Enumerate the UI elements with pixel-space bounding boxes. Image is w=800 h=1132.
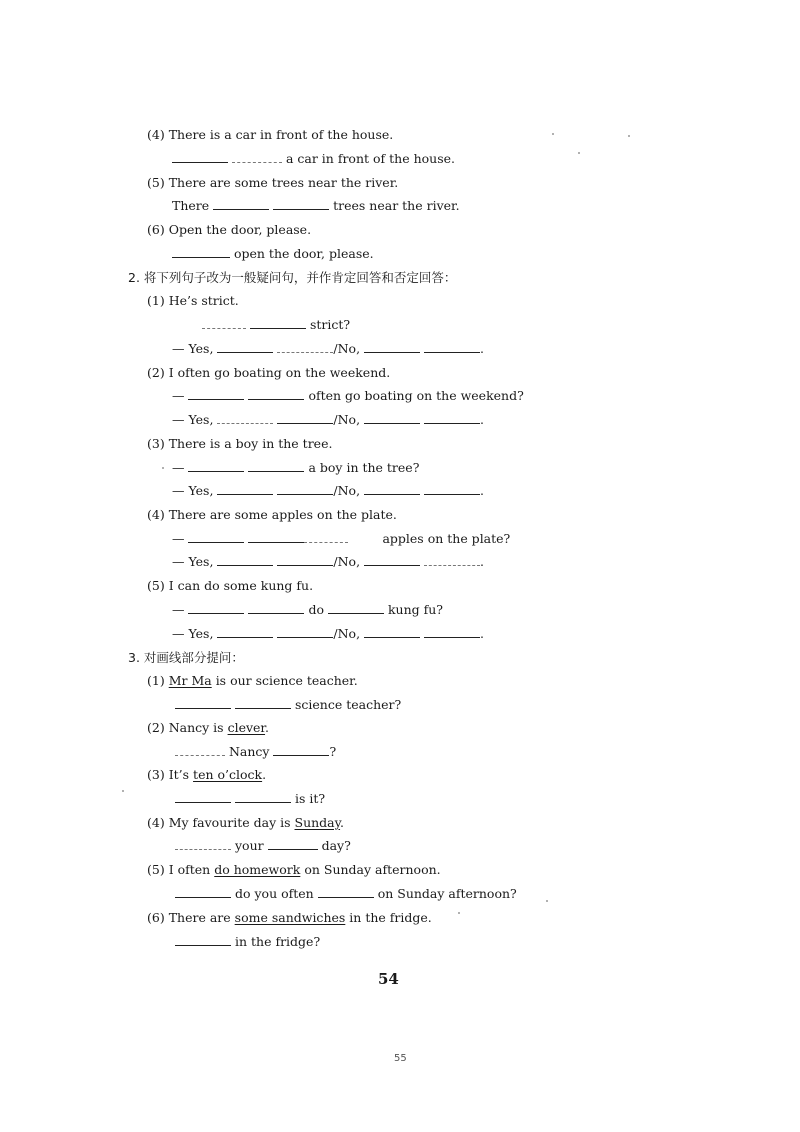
answer-blank[interactable]	[364, 483, 420, 495]
s3-q2-prompt: (2) Nancy is clever.	[147, 720, 270, 735]
p1-q4-answer: a car in front of the house.	[172, 151, 455, 167]
answer-blank[interactable]	[318, 886, 374, 898]
s2-q5-question: — do kung fu?	[172, 602, 443, 617]
answer-blank[interactable]	[175, 744, 225, 756]
answer-blank[interactable]	[424, 341, 480, 353]
s2-q1-question: strict?	[172, 317, 350, 333]
s2-q3-question: — a boy in the tree?	[172, 460, 420, 475]
scan-speck	[458, 912, 460, 914]
scan-speck	[552, 133, 554, 135]
s3-q5-prompt: (5) I often do homework on Sunday afternoon.	[147, 862, 441, 877]
answer-blank[interactable]	[248, 460, 304, 472]
footer-number: 55	[394, 1053, 407, 1064]
answer-blank[interactable]	[364, 554, 420, 566]
section-3-heading: 3. 对画线部分提问：	[128, 650, 244, 665]
s2-q3-prompt: (3) There is a boy in the tree.	[147, 436, 333, 451]
answer-blank[interactable]	[424, 626, 480, 638]
s2-q1-prompt: (1) He’s strict.	[147, 293, 239, 308]
s3-q4-answer: your day?	[175, 838, 351, 854]
p1-q5-prompt: (5) There are some trees near the river.	[147, 175, 399, 190]
s2-q4-question: — apples on the plate?	[172, 531, 511, 546]
page-number: 54	[378, 970, 399, 988]
answer-blank[interactable]	[188, 388, 244, 400]
answer-blank[interactable]	[248, 531, 304, 543]
answer-blank[interactable]	[202, 317, 246, 329]
answer-blank[interactable]	[277, 341, 333, 353]
s3-q6-prompt: (6) There are some sandwiches in the fridge.	[147, 910, 432, 925]
scan-speck	[546, 900, 548, 902]
s3-q6-answer: in the fridge?	[175, 934, 320, 950]
answer-blank[interactable]	[188, 460, 244, 472]
answer-blank[interactable]	[277, 626, 333, 638]
s2-q5-prompt: (5) I can do some kung fu.	[147, 578, 314, 593]
answer-blank[interactable]	[188, 602, 244, 614]
p1-q6-prompt: (6) Open the door, please.	[147, 222, 312, 237]
answer-blank[interactable]	[175, 697, 231, 709]
answer-blank[interactable]	[213, 198, 269, 210]
s2-q4-prompt: (4) There are some apples on the plate.	[147, 507, 397, 522]
s2-q5-answers: — Yes, /No, .	[172, 626, 485, 641]
answer-blank[interactable]	[273, 198, 329, 210]
answer-blank[interactable]	[175, 791, 231, 803]
answer-blank[interactable]	[424, 412, 480, 424]
answer-blank[interactable]	[217, 626, 273, 638]
p1-q4-prompt: (4) There is a car in front of the house.	[147, 127, 394, 142]
scan-speck	[162, 467, 164, 469]
answer-blank[interactable]	[268, 838, 318, 850]
answer-blank[interactable]	[175, 886, 231, 898]
answer-blank[interactable]	[277, 412, 333, 424]
s3-q1-answer: science teacher?	[175, 697, 401, 713]
answer-blank[interactable]	[235, 791, 291, 803]
s3-q2-answer: Nancy ?	[175, 744, 336, 760]
answer-blank[interactable]	[273, 744, 329, 756]
scan-speck	[122, 790, 124, 792]
answer-blank[interactable]	[248, 602, 304, 614]
answer-blank[interactable]	[277, 483, 333, 495]
s3-q4-prompt: (4) My favourite day is Sunday.	[147, 815, 345, 830]
answer-blank[interactable]	[364, 341, 420, 353]
answer-blank[interactable]	[248, 388, 304, 400]
s3-q3-prompt: (3) It’s ten o’clock.	[147, 767, 267, 782]
answer-blank[interactable]	[217, 412, 273, 424]
answer-blank[interactable]	[328, 602, 384, 614]
answer-blank[interactable]	[304, 531, 348, 543]
answer-blank[interactable]	[172, 151, 228, 163]
answer-blank[interactable]	[217, 483, 273, 495]
s2-q2-question: — often go boating on the weekend?	[172, 388, 524, 403]
section-2-heading: 2. 将下列句子改为一般疑问句，并作肯定回答和否定回答：	[128, 270, 457, 285]
s2-q1-answers: — Yes, /No, .	[172, 341, 485, 356]
answer-blank[interactable]	[235, 697, 291, 709]
answer-blank[interactable]	[175, 934, 231, 946]
answer-blank[interactable]	[217, 554, 273, 566]
answer-blank[interactable]	[250, 317, 306, 329]
p1-q6-answer: open the door, please.	[172, 246, 374, 262]
s2-q4-answers: — Yes, /No, .	[172, 554, 485, 569]
scan-speck	[578, 152, 580, 154]
answer-blank[interactable]	[217, 341, 273, 353]
answer-blank[interactable]	[188, 531, 244, 543]
s2-q3-answers: — Yes, /No, .	[172, 483, 485, 498]
answer-blank[interactable]	[364, 626, 420, 638]
answer-blank[interactable]	[277, 554, 333, 566]
s2-q2-prompt: (2) I often go boating on the weekend.	[147, 365, 391, 380]
answer-blank[interactable]	[364, 412, 420, 424]
answer-blank[interactable]	[232, 151, 282, 163]
answer-blank[interactable]	[424, 554, 480, 566]
answer-blank[interactable]	[424, 483, 480, 495]
answer-blank[interactable]	[175, 838, 231, 850]
s3-q5-answer: do you often on Sunday afternoon?	[175, 886, 517, 902]
s2-q2-answers: — Yes, /No, .	[172, 412, 485, 427]
scan-speck	[628, 135, 630, 137]
s3-q3-answer: is it?	[175, 791, 325, 807]
p1-q5-answer: There trees near the river.	[172, 198, 460, 213]
s3-q1-prompt: (1) Mr Ma is our science teacher.	[147, 673, 358, 688]
answer-blank[interactable]	[172, 246, 230, 258]
